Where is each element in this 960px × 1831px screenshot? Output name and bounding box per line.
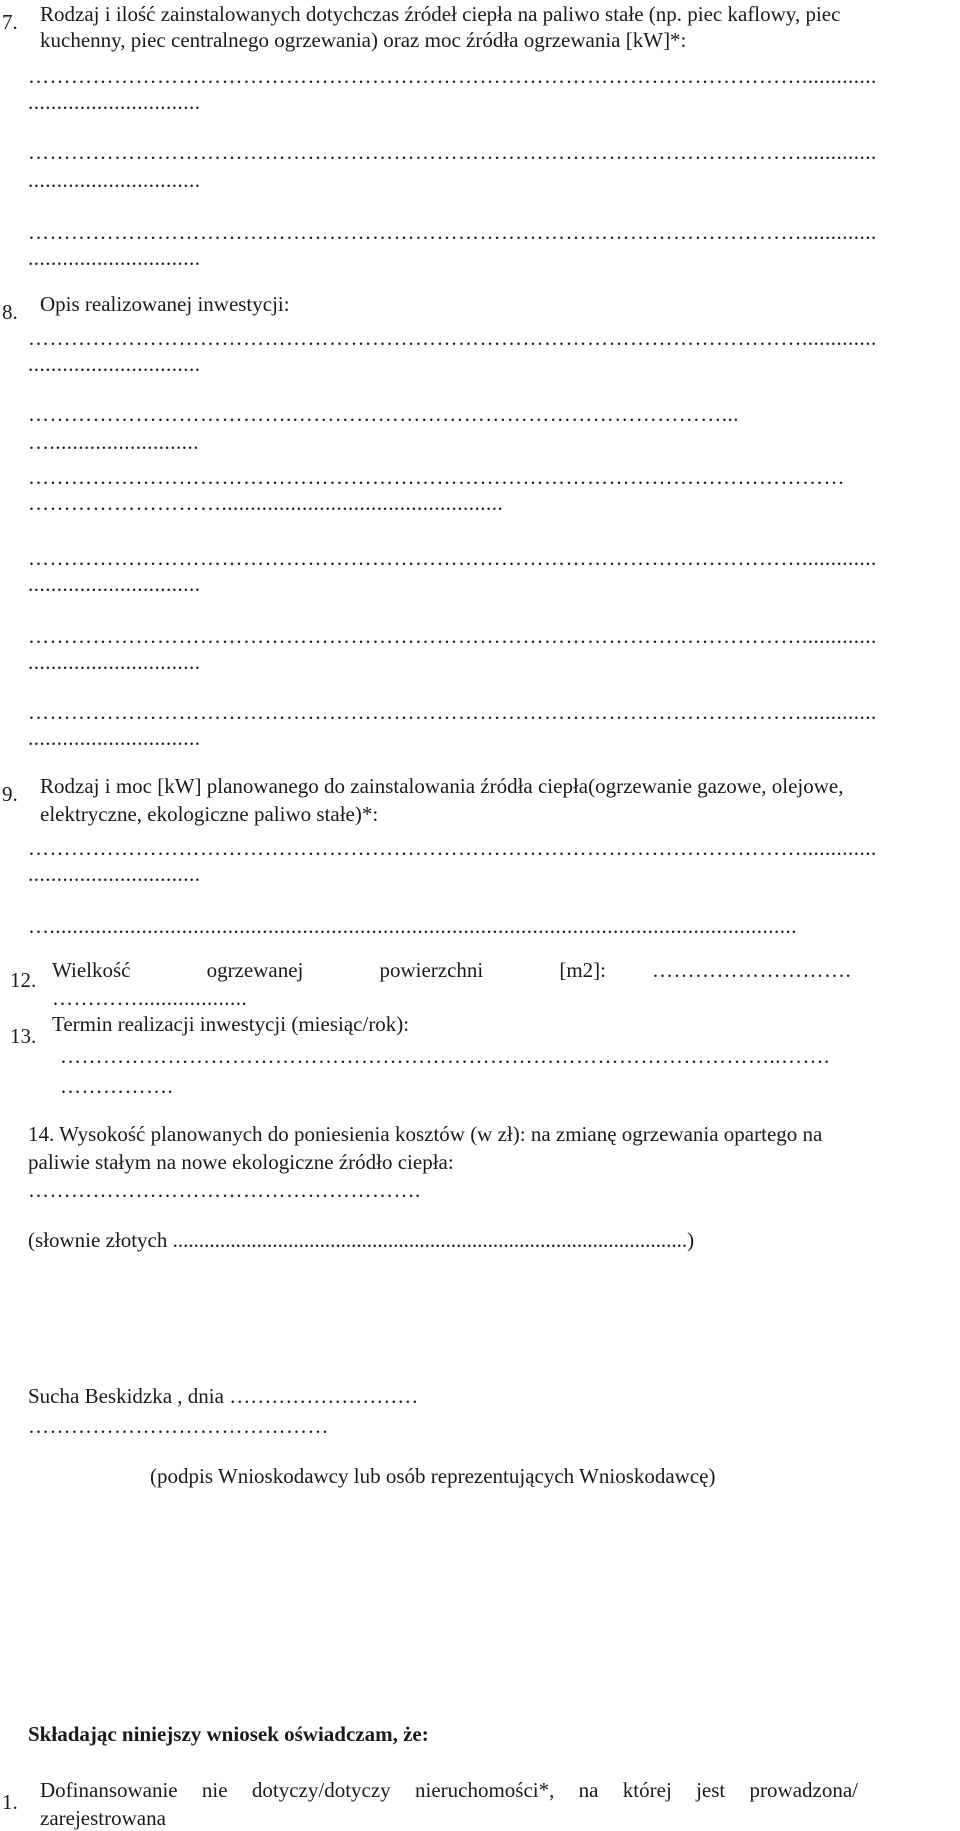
fill-line[interactable]: ……………………………….……………………………………………………... [28,402,739,426]
item-14-text-line1: 14. Wysokość planowanych do poniesienia kosztów (w zł): na zmianę ogrzewania opartego na [28,1122,823,1146]
fill-line[interactable]: ………………………………………………………………………………………………............. [28,546,877,570]
area-input[interactable]: ………………………. [652,958,852,982]
fill-line[interactable]: .............................. [28,246,201,270]
declaration-heading: Składając niniejszy wniosek oświadczam, że: [28,1722,429,1746]
place-and-date[interactable]: Sucha Beskidzka , dnia ……………………… [28,1384,419,1408]
item-number-9: 9. [2,782,18,806]
declaration-item-1-line1: Dofinansowanie nie dotyczy/dotyczy nieruchomości*, na której jest prowadzona/ [40,1778,858,1802]
fill-line[interactable]: ………………………………………………………………………………………………............. [28,700,877,724]
declaration-item-1-line2: zarejestrowana [40,1806,166,1830]
fill-line[interactable]: ….................................................................................................................................. [28,914,797,938]
fill-line[interactable]: ………………………………………………………………………………………………............. [28,326,877,350]
item-number-13: 13. [10,1024,37,1048]
fill-line[interactable]: ………………………................................................. [28,491,504,515]
fill-line[interactable]: .............................. [28,726,201,750]
cost-input[interactable]: ………………………………………………. [28,1178,421,1202]
fill-line[interactable]: ………………………………………………………………………………………………............. [28,220,877,244]
fill-line[interactable]: .............................. [28,862,201,886]
item-number-7: 7. [2,10,18,34]
declaration-item-number-1: 1. [2,1790,18,1814]
fill-line[interactable]: .............................. [28,352,201,376]
item-7-text-line1: Rodzaj i ilość zainstalowanych dotychczas źródeł ciepła na paliwo stałe (np. piec kaflowy, piec [40,2,841,26]
fill-line[interactable]: …………………………………………………………………………………………………… [28,465,845,489]
item-number-8: 8. [2,300,18,324]
fill-line[interactable]: ………………………………………………………………………………………………............. [28,836,877,860]
fill-line[interactable]: ………………………………………………………………………………………………............. [28,64,877,88]
fill-line[interactable]: ………………………………………………………………………………………………............. [28,624,877,648]
fill-line[interactable]: ….......................... [28,430,199,454]
fill-line[interactable]: .............................. [28,90,201,114]
signature-line[interactable]: …………………………………… [28,1414,329,1438]
date-input[interactable]: ………………………………………………………………………………………..……. [60,1044,830,1068]
fill-line[interactable]: ………………………………………………………………………………………………............. [28,140,877,164]
date-input-continued[interactable]: ……………. [60,1074,174,1098]
fill-line[interactable]: .............................. [28,650,201,674]
item-number-12: 12. [10,968,37,992]
item-9-text-line2: elektryczne, ekologiczne paliwo stałe)*: [40,802,379,826]
item-7-text-line2: kuchenny, piec centralnego ogrzewania) oraz moc źródła ogrzewania [kW]*: [40,28,687,52]
fill-line[interactable]: .............................. [28,572,201,596]
amount-in-words[interactable]: (słownie złotych ..................................................................................................) [28,1228,695,1252]
area-input-continued[interactable]: …………................... [52,986,248,1010]
item-13-label: Termin realizacji inwestycji (miesiąc/rok): [52,1012,410,1036]
item-12-label: Wielkość ogrzewanej powierzchni [m2]: [52,958,606,982]
fill-line[interactable]: .............................. [28,168,201,192]
signature-caption: (podpis Wnioskodawcy lub osób reprezentujących Wnioskodawcę) [150,1464,716,1488]
item-9-text-line1: Rodzaj i moc [kW] planowanego do zainstalowania źródła ciepła(ogrzewanie gazowe, olejowe, [40,774,844,798]
item-8-label: Opis realizowanej inwestycji: [40,292,290,316]
item-14-text-line2: paliwie stałym na nowe ekologiczne źródło ciepła: [28,1150,454,1174]
